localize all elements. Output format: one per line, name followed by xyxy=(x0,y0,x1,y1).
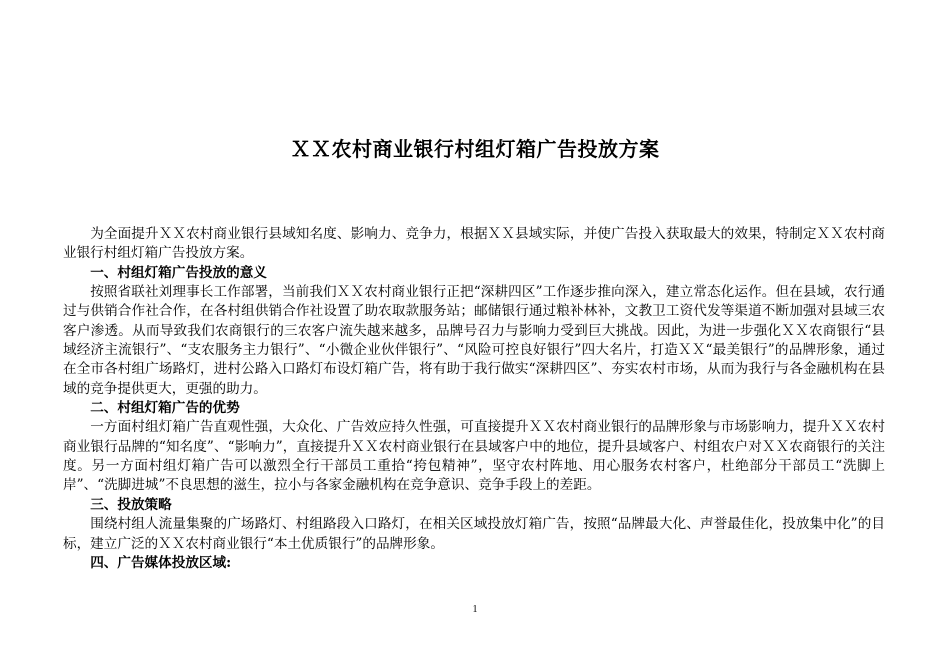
section-body-strategy: 围绕村组人流量集聚的广场路灯、村组路段入口路灯，在相关区域投放灯箱广告，按照“品牌最大化、声誉最佳化，投放集中化”的目标，建立广泛的ＸＸ农村商业银行“本土优质银行”的品牌形象。 xyxy=(63,516,885,552)
page-number: 1 xyxy=(472,604,478,615)
section-heading-placement-area: 四、广告媒体投放区域: xyxy=(90,554,232,571)
document-title: ＸＸ农村商业银行村组灯箱广告投放方案 xyxy=(290,137,660,161)
section-heading-significance: 一、村组灯箱广告投放的意义 xyxy=(90,264,267,281)
section-body-significance: 按照省联社刘理事长工作部署，当前我们ＸＸ农村商业银行正把“深耕四区”工作逐步推向深入，建立常态化运作。但在县域，农行通过与供销合作社合作，在各村组供销合作社设置了助农取款服务站；邮储银行通过粮补林补，文教卫工资代发等渠道不断加强对县域三农客户渗透。从而导致我们农商银行的三农客户流失越来越多，品牌号召力与影响力受到巨大挑战。因此，为进一步强化ＸＸ农商银行“县域经济主流银行”、“支农服务主力银行”、“小微企业伙伴银行”、“风险可控良好银行”四大名片，打造ＸＸ“最美银行”的品牌形象，通过在全市各村组广场路灯，进村公路入口路灯布设灯箱广告，将有助于我行做实“深耕四区”、夯实农村市场，从而为我行与各金融机构在县域的竞争提供更大，更强的助力。 xyxy=(63,284,885,397)
document-body xyxy=(63,225,885,573)
section-heading-advantages: 二、村组灯箱广告的优势 xyxy=(90,400,240,417)
intro-paragraph: 为全面提升ＸＸ农村商业银行县域知名度、影响力、竞争力，根据ＸＸ县域实际，并使广告投入获取最大的效果，特制定ＸＸ农村商业银行村组灯箱广告投放方案。 xyxy=(63,226,885,262)
section-body-advantages: 一方面村组灯箱广告直观性强，大众化、广告效应持久性强，可直接提升ＸＸ农村商业银行的品牌形象与市场影响力，提升ＸＸ农村商业银行品牌的“知名度”、“影响力”，直接提升ＸＸ农村商业银行在县域客户中的地位，提升县域客户、村组农户对ＸＸ农商银行的关注度。另一方面村组灯箱广告可以激烈全行干部员工重拾“挎包精神”，坚守农村阵地、用心服务农村客户，杜绝部分干部员工“洗脚上岸”、“洗脚进城”不良思想的滋生，拉小与各家金融机构在竞争意识、竞争手段上的差距。 xyxy=(63,419,885,494)
section-heading-strategy: 三、投放策略 xyxy=(90,496,172,513)
